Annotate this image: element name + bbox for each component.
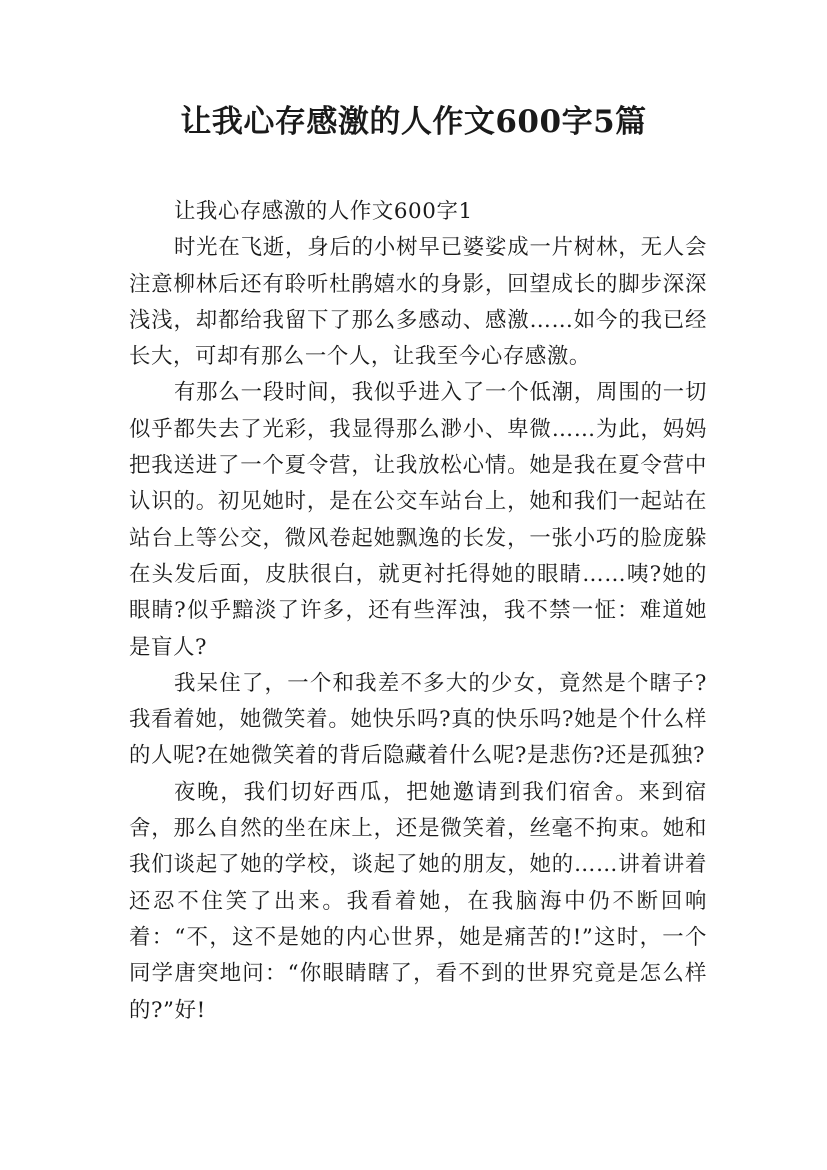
paragraph: 我呆住了，一个和我差不多大的少女，竟然是个瞎子?我看着她，她微笑着。她快乐吗?真的快乐吗?她是个什么样的人呢?在她微笑着的背后隐藏着什么呢?是悲伤?还是孤独? xyxy=(129,670,707,769)
section-heading: 让我心存感激的人作文600字1 xyxy=(173,199,473,224)
document-title: 让我心存感激的人作文600字5篇 xyxy=(180,104,647,140)
paragraph: 夜晚，我们切好西瓜，把她邀请到我们宿舍。来到宿舍，那么自然的坐在床上，还是微笑着，丝毫不拘束。她和我们谈起了她的学校，谈起了她的朋友，她的……讲着讲着还忍不住笑了出来。我看着她，在我脑海中仍不断回响着：“不，这不是她的内心世界，她是痛苦的!”这时，一个同学唐突地问：“你眼睛瞎了，看不到的世界究竟是怎么样的?”好! xyxy=(129,779,707,1023)
document-body xyxy=(129,194,707,1029)
paragraph: 有那么一段时间，我似乎进入了一个低潮，周围的一切似乎都失去了光彩，我显得那么渺小、卑微……为此，妈妈把我送进了一个夏令营，让我放松心情。她是我在夏令营中认识的。初见她时，是在公交车站台上，她和我们一起站在站台上等公交，微风卷起她飘逸的长发，一张小巧的脸庞躲在头发后面，皮肤很白，就更衬托得她的眼睛……咦?她的眼睛?似乎黯淡了许多，还有些浑浊，我不禁一怔：难道她是盲人? xyxy=(129,380,707,660)
paragraph: 时光在飞逝，身后的小树早已婆娑成一片树林，无人会注意柳林后还有聆听杜鹃嬉水的身影，回望成长的脚步深深浅浅，却都给我留下了那么多感动、感激……如今的我已经长大，可却有那么一个人，让我至今心存感激。 xyxy=(129,235,707,370)
